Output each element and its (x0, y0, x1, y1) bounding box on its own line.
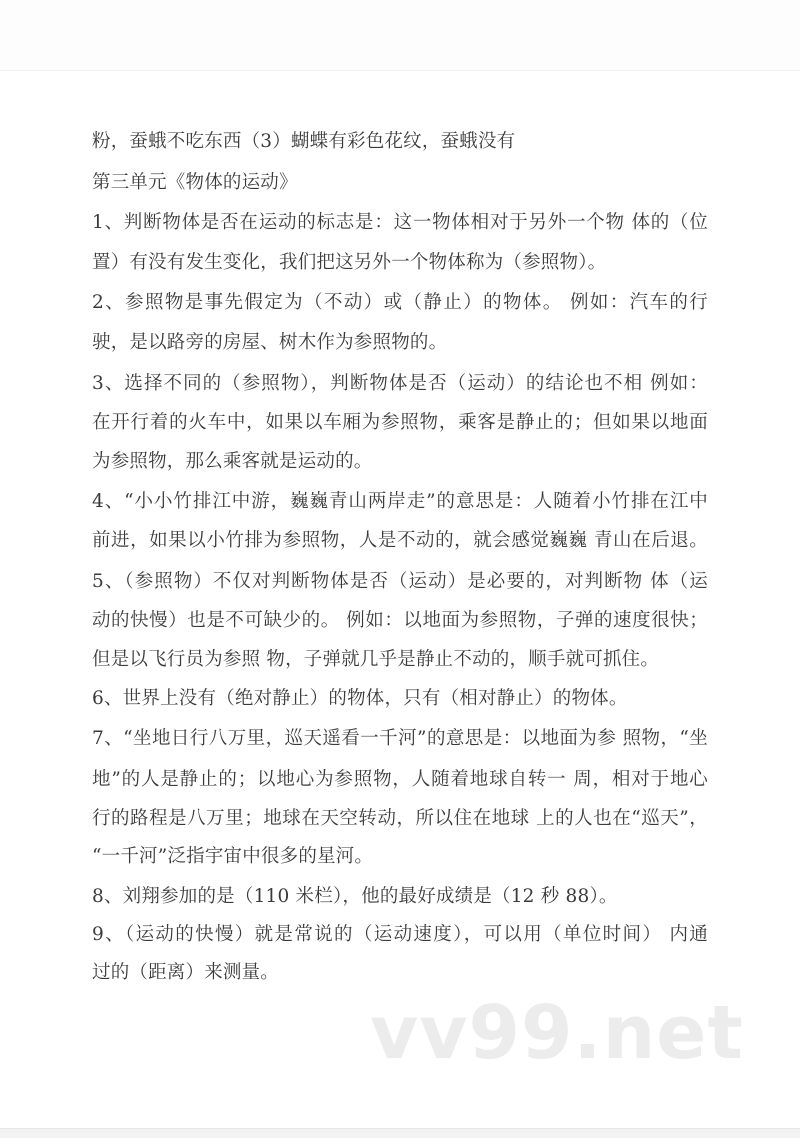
text-line: 4、“小小竹排江中游，巍巍青山两岸走”的意思是：人随着小竹排在江中 (92, 491, 708, 512)
text-line: 在开行着的火车中，如果以车厢为参照物，乘客是静止的；但如果以地面 (92, 412, 708, 433)
text-line: 置）有没有发生变化，我们把这另外一个物体称为（参照物）。 (92, 252, 607, 273)
watermark: vv99.net (370, 990, 744, 1076)
text-line: 2、参照物是事先假定为（不动）或（静止）的物体。 例如：汽车的行 (92, 292, 708, 313)
section-heading: 第三单元《物体的运动》 (92, 172, 298, 193)
text-line: 6、世界上没有（绝对静止）的物体，只有（相对静止）的物体。 (92, 688, 628, 709)
text-line: 驶，是以路旁的房屋、树木作为参照物的。 (92, 332, 448, 353)
page-top-margin (0, 0, 800, 71)
text-line: 8、刘翔参加的是（110 米栏），他的最好成绩是（12 秒 88）。 (92, 886, 618, 907)
text-line: 为参照物，那么乘客就是运动的。 (92, 451, 373, 472)
text-line: 过的（距离）来测量。 (92, 962, 280, 983)
text-line: 9、（运动的快慢）就是常说的（运动速度），可以用（单位时间） 内通 (92, 924, 708, 945)
text-line: 但是以飞行员为参照 物，子弹就几乎是静止不动的，顺手就可抓住。 (92, 649, 660, 670)
text-line: 5、（参照物）不仅对判断物体是否（运动）是必要的，对判断物 体（运 (92, 571, 708, 592)
text-line: 行的路程是八万里；地球在天空转动，所以住在地球 上的人也在“巡天”， (92, 808, 708, 829)
text-line: 7、“坐地日行八万里，巡天遥看一千河”的意思是：以地面为参 照物，“坐 (92, 728, 708, 749)
text-line: 粉，蚕蛾不吃东西（3）蝴蝶有彩色花纹，蚕蛾没有 (92, 131, 516, 152)
text-line: 动的快慢）也是不可缺少的。 例如：以地面为参照物，子弹的速度很快； (92, 610, 708, 631)
text-line: 前进，如果以小竹排为参照物，人是不动的，就会感觉巍巍 青山在后退。 (92, 530, 708, 551)
text-line: 1、判断物体是否在运动的标志是：这一物体相对于另外一个物 体的（位 (92, 212, 708, 233)
text-line: 地”的人是静止的；以地心为参照物，人随着地球自转一 周，相对于地心 (92, 769, 708, 790)
text-line: 3、选择不同的（参照物），判断物体是否（运动）的结论也不相 例如： (92, 373, 708, 394)
text-line: “一千河”泛指宇宙中很多的星河。 (92, 846, 374, 867)
